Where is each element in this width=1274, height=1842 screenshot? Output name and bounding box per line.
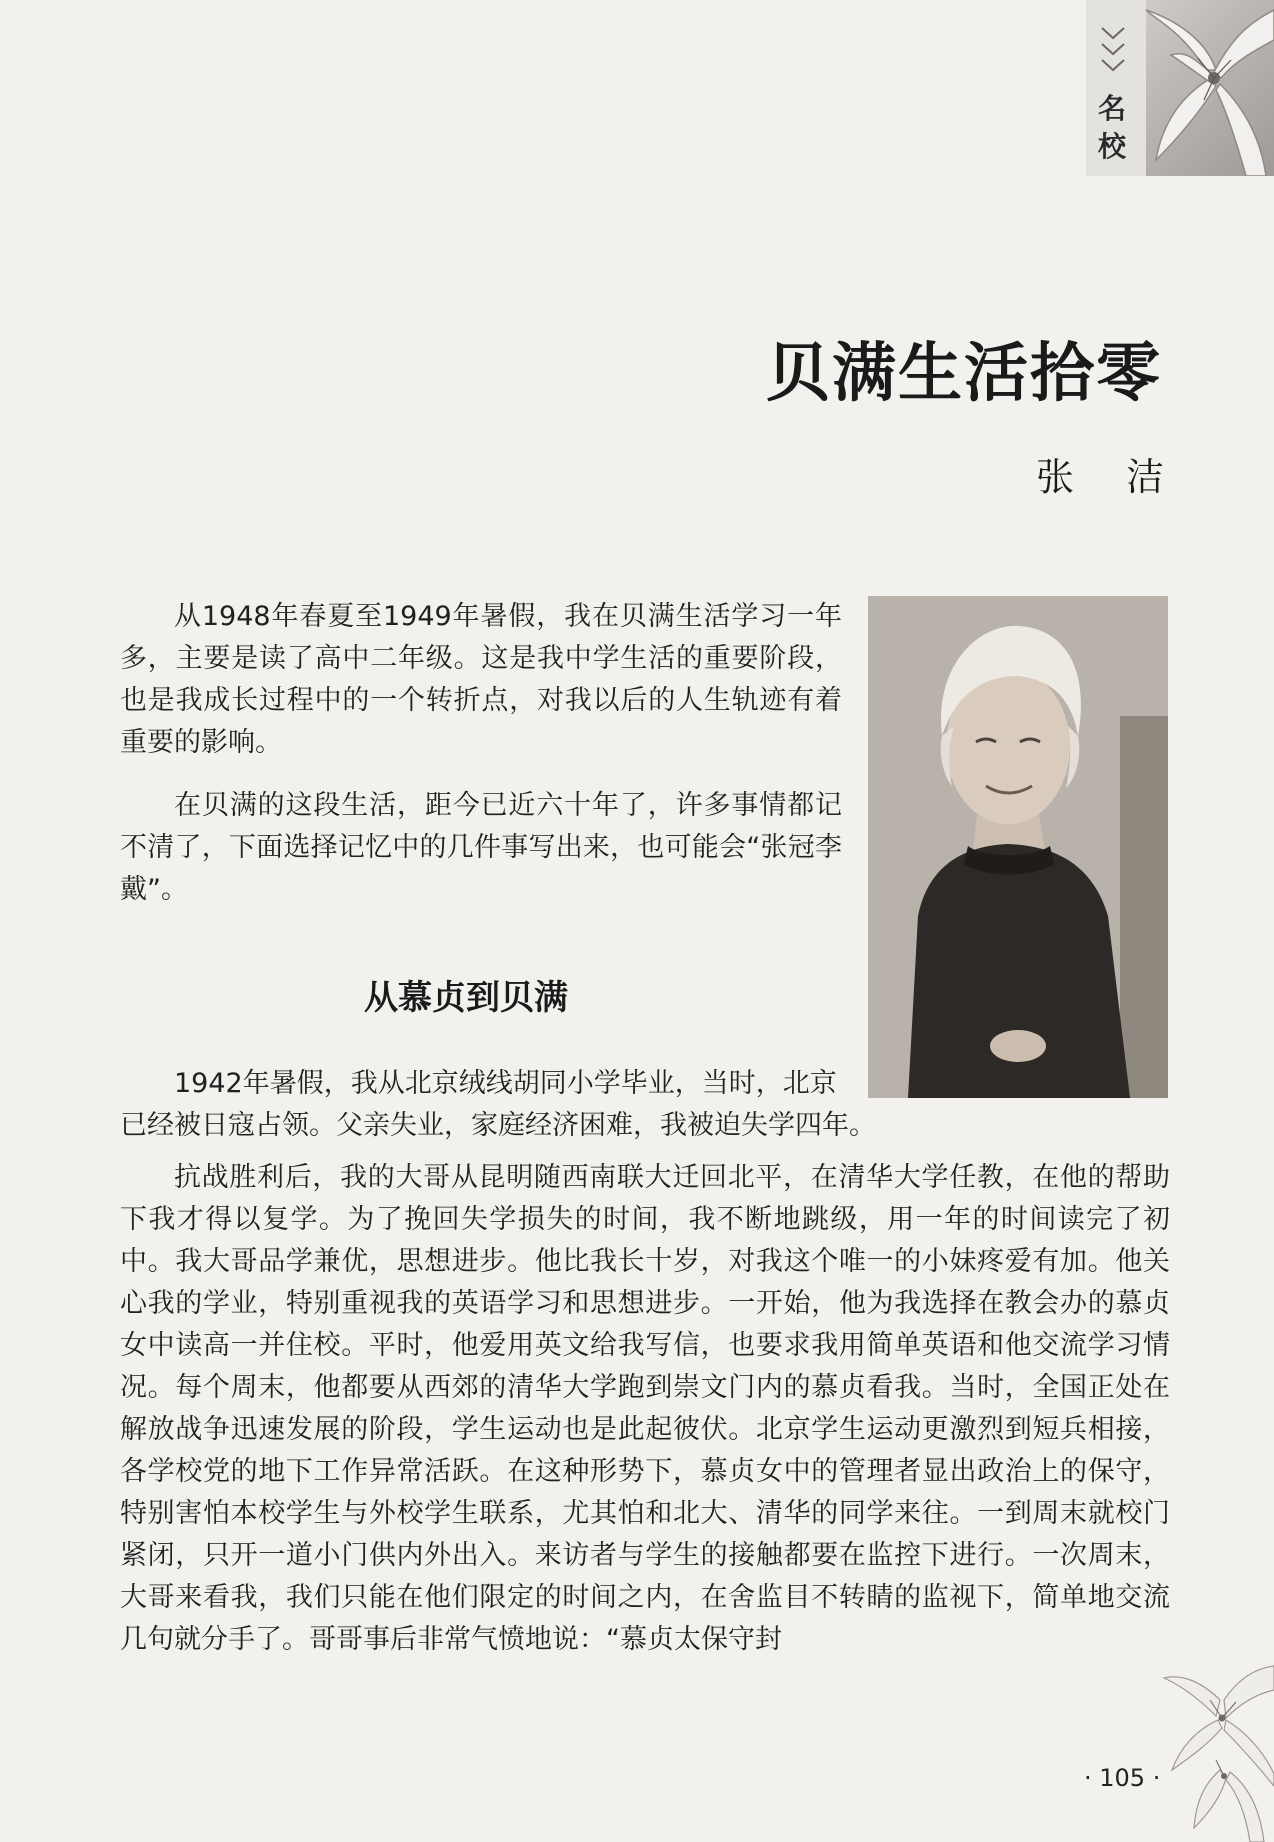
page-number: · 105 · [1084,1764,1161,1792]
paragraph-3-line-2 [120,1105,1170,1147]
paragraph-1-text: 从1948年春夏至1949年暑假，我在贝满生活学习一年多，主要是读了高中二年级。这是我中学生活的重要阶段，也是我成长过程中的一个转折点，对我以后的人生轨迹有着重要的影响。 [120,601,842,758]
paragraph-1 [120,596,842,764]
paragraph-3a-text: 1942年暑假，我从北京绒线胡同小学毕业，当时，北京 [174,1068,837,1099]
section-tag-char-2: 校 [1097,130,1126,163]
section-heading: 从慕贞到贝满 [364,978,568,1018]
chevron-down-icon [1098,22,1128,88]
paragraph-3b-text: 已经被日寇占领。父亲失业，家庭经济困难，我被迫失学四年。 [120,1110,876,1141]
section-tag [1090,90,1134,166]
lily-flower-icon [1160,1660,1274,1842]
article-author: 张洁 [1035,455,1216,499]
paragraph-4 [120,1157,1170,1661]
paragraph-4-text: 抗战胜利后，我的大哥从昆明随西南联大迁回北平，在清华大学任教，在他的帮助下我才得以复学。为了挽回失学损失的时间，我不断地跳级，用一年的时间读完了初中。我大哥品学兼优，思想进步。他比我长十岁，对我这个唯一的小妹疼爱有加。他关心我的学业，特别重视我的英语学习和思想进步。一开始，他为我选择在教会办的慕贞女中读高一并住校。平时，他爱用英文给我写信，也要求我用简单英语和他交流学习情况。每个周末，他都要从西郊的清华大学跑到崇文门内的慕贞看我。当时，全国正处在解放战争迅速发展的阶段，学生运动也是此起彼伏。北京学生运动更激烈到短兵相接，各学校党的地下工作异常活跃。在这种形势下，慕贞女中的管理者显出政治上的保守，特别害怕本校学生与外校学生联系，尤其怕和北大、清华的同学来往。一到周末就校门紧闭，只开一道小门供内外出入。来访者与学生的接触都要在监控下进行。一次周末，大哥来看我，我们只能在他们限定的时间之内，在舍监目不转睛的监视下，简单地交流几句就分手了。哥哥事后非常气愤地说：“慕贞太保守封 [120,1162,1170,1655]
paragraph-2 [120,785,842,911]
article-title: 贝满生活拾零 [766,336,1162,411]
paragraph-3-line-1 [120,1063,842,1105]
paragraph-2-text: 在贝满的这段生活，距今已近六十年了，许多事情都记不清了，下面选择记忆中的几件事写出来，也可能会“张冠李戴”。 [120,790,842,905]
section-tag-char-1: 名 [1097,92,1126,125]
author-portrait-photo [868,596,1168,1098]
